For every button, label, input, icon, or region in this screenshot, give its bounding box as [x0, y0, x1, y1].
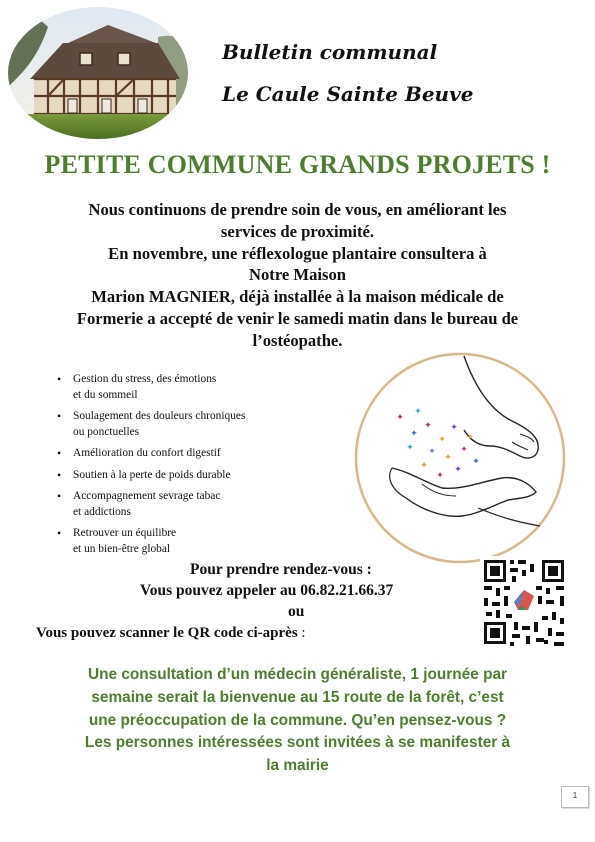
benefits-list [55, 372, 345, 563]
svg-text:✦: ✦ [410, 429, 418, 439]
list-item: • Gestion du stress, des émotions et du sommeil [57, 372, 217, 401]
svg-text:✦: ✦ [414, 407, 422, 417]
list-item: • Retrouver un équilibre et un bien-être global [57, 526, 177, 555]
svg-text:✦: ✦ [424, 421, 432, 431]
svg-text:✦: ✦ [428, 447, 436, 457]
list-item: • Soulagement des douleurs chroniques ou ponctuelles [57, 409, 246, 438]
consultation-line: Une consultation d’un médecin généraliste, 1 journée par [87, 666, 508, 683]
svg-text:✦: ✦ [436, 471, 444, 481]
foot-hand-illustration [352, 350, 568, 566]
consultation-line: Les personnes intéressées sont invitées à se manifester à [84, 734, 511, 752]
appointment-heading: Pour prendre rendez-vous : [190, 561, 372, 578]
svg-text:✦: ✦ [454, 465, 462, 475]
qr-instruction: Vous pouvez scanner le QR code ci-après : [36, 625, 306, 641]
svg-text:✦: ✦ [406, 443, 414, 453]
intro-line: Notre Maison [249, 265, 346, 285]
svg-text:✦: ✦ [438, 435, 446, 445]
bullet-icon: • [57, 526, 62, 540]
intro-line: l’ostéopathe. [252, 330, 343, 350]
house-photo [8, 7, 188, 139]
page-title: PETITE COMMUNE GRANDS PROJETS ! [44, 150, 551, 179]
svg-text:✦: ✦ [466, 433, 474, 443]
intro-paragraph [40, 199, 555, 352]
svg-text:✦: ✦ [460, 445, 468, 455]
bullet-icon: • [57, 446, 62, 460]
list-item: • Amélioration du confort digestif [57, 446, 221, 460]
bullet-icon: • [57, 372, 62, 386]
consultation-notice [30, 664, 565, 778]
svg-text:✦: ✦ [444, 453, 452, 463]
qr-code[interactable] [480, 556, 568, 648]
consultation-line: une préoccupation de la commune. Qu’en pensez-vous ? [88, 711, 507, 729]
svg-text:✦: ✦ [450, 423, 458, 433]
bullet-icon: • [57, 467, 62, 482]
intro-line: Formerie a accepté de venir le samedi matin dans le bureau de [76, 308, 519, 328]
bulletin-title: Bulletin communal [222, 40, 438, 64]
intro-line: Nous continuons de prendre soin de vous, en améliorant les [88, 200, 507, 219]
bullet-icon: • [57, 489, 62, 503]
consultation-line: la mairie [266, 757, 329, 775]
svg-text:✦: ✦ [420, 461, 428, 471]
list-item: • Soutien à la perte de poids durable [57, 467, 231, 482]
intro-line: services de proximité. [220, 221, 375, 241]
phone-line: Vous pouvez appeler au 06.82.21.66.37 [140, 582, 394, 599]
bullet-icon: • [57, 409, 62, 423]
page-number: 1 [561, 786, 589, 808]
svg-text:✦: ✦ [472, 457, 480, 467]
svg-text:✦: ✦ [396, 413, 404, 423]
intro-line: Marion MAGNIER, déjà installée à la maison médicale de [91, 287, 504, 307]
list-item: • Accompagnement sevrage tabac et addictions [57, 489, 221, 518]
intro-line: En novembre, une réflexologue plantaire consultera à [108, 243, 487, 263]
or-text: ou [288, 603, 305, 620]
consultation-line: semaine serait la bienvenue au 15 route de la forêt, c’est [91, 688, 504, 706]
commune-name: Le Caule Sainte Beuve [222, 82, 474, 106]
